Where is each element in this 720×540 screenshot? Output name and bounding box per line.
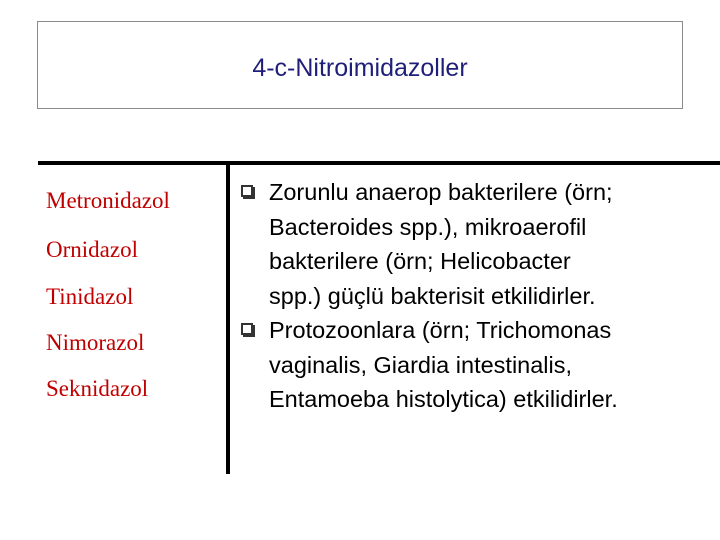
bullet-line: Entamoeba histolytica) etkilidirler. [269, 386, 618, 412]
bullet-line: Zorunlu anaerop bakterilere (örn; [269, 179, 613, 205]
vertical-divider [226, 163, 230, 474]
bullet-item [241, 313, 711, 417]
drug-item-metronidazol: Metronidazol [46, 188, 170, 213]
bullet-item [241, 175, 711, 313]
drug-item-nimorazol: Nimorazol [46, 330, 145, 355]
checkbox-bullet-icon [241, 323, 253, 335]
bullet-line: vaginalis, Giardia intestinalis, [269, 351, 573, 378]
bullet-line: Bacteroides spp.), mikroaerofil [269, 213, 587, 240]
drug-item-tinidazol: Tinidazol [46, 284, 134, 309]
drug-item-seknidazol: Seknidazol [46, 376, 149, 401]
bullet-line: Protozoonlara (örn; Trichomonas [269, 317, 612, 343]
checkbox-bullet-icon [241, 185, 253, 197]
bullet-line: spp.) güçlü bakterisit etkilidirler. [269, 282, 596, 309]
page-title: 4-c-Nitroimidazoller [252, 54, 468, 82]
horizontal-divider [38, 161, 720, 165]
drug-item-ornidazol: Ornidazol [46, 237, 138, 262]
bullet-list [241, 175, 711, 417]
bullet-line: bakterilere (örn; Helicobacter [269, 248, 571, 274]
